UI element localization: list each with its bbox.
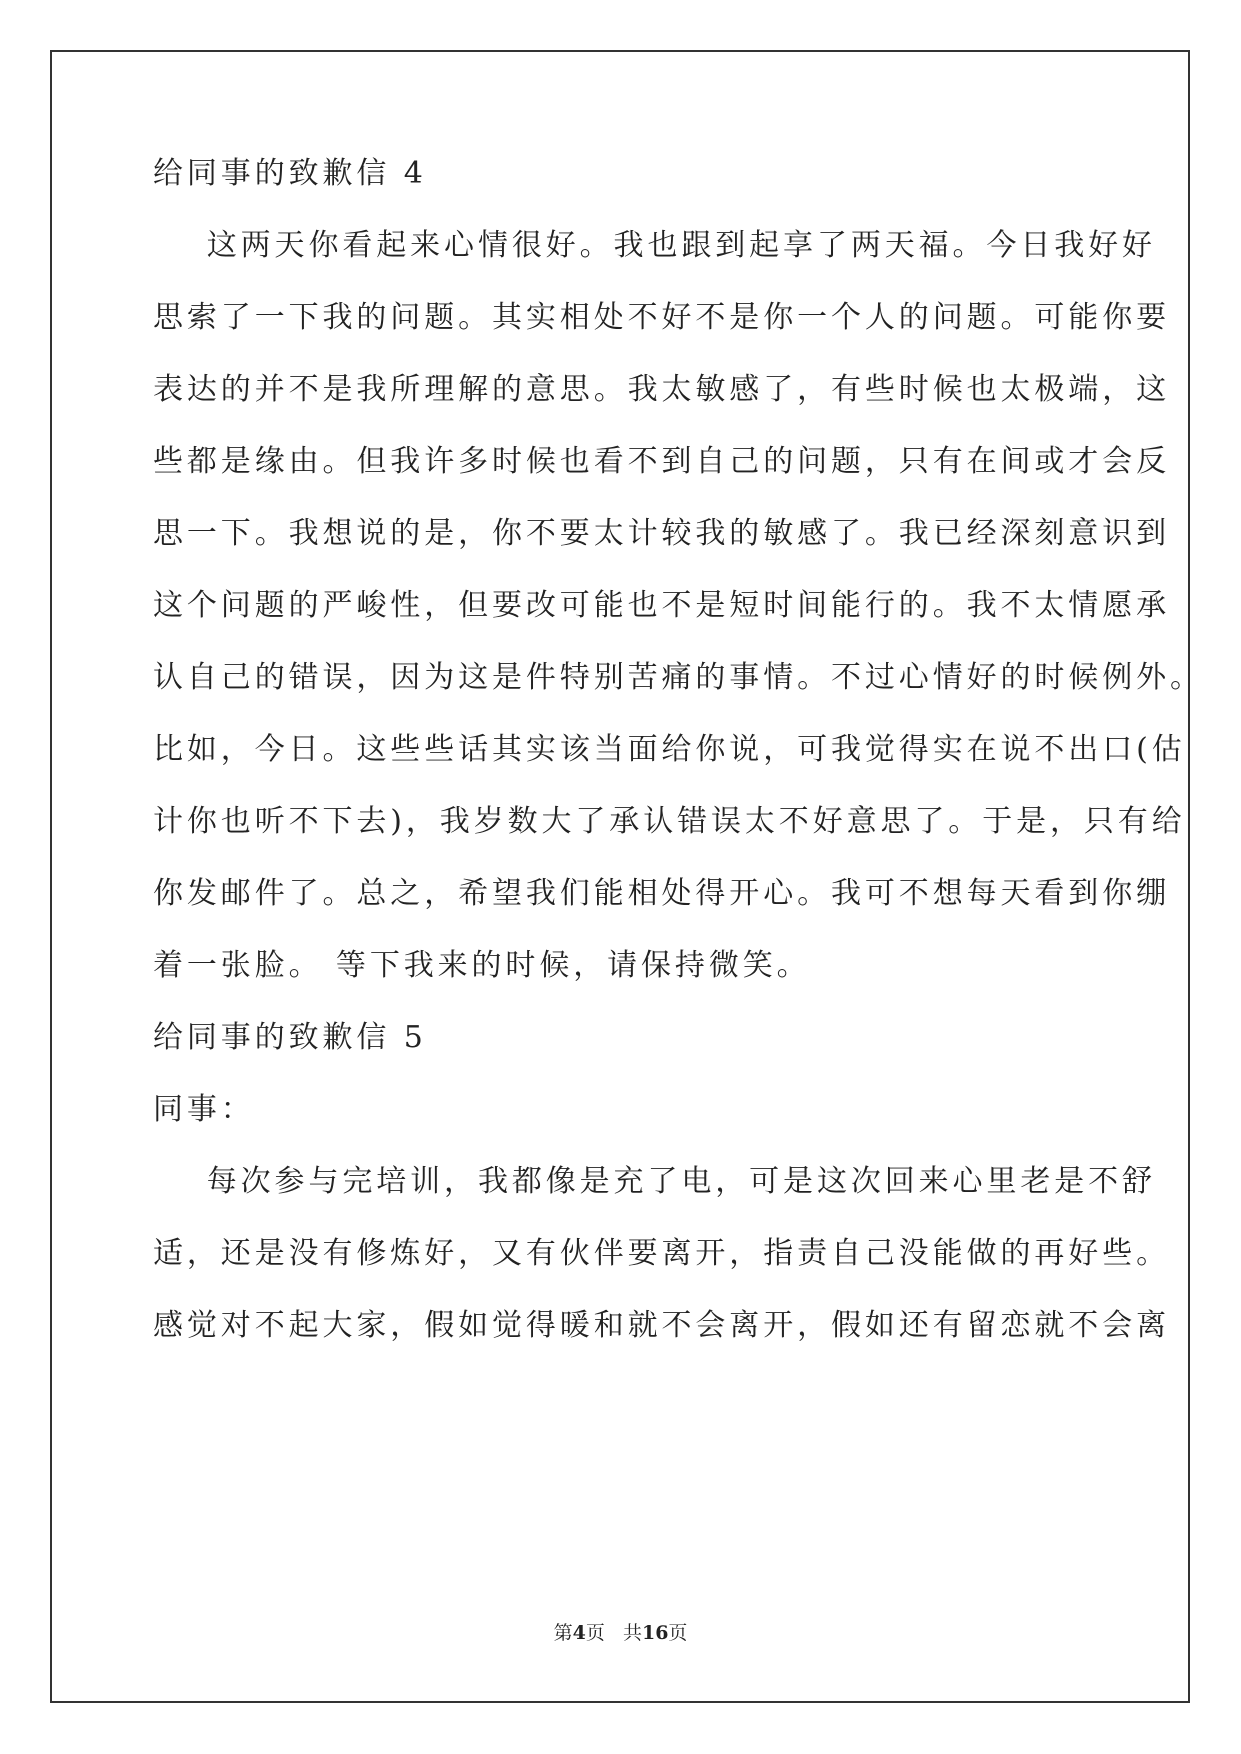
footer-total-prefix: 共	[622, 1622, 642, 1644]
page-number: 4	[572, 1622, 586, 1644]
paragraph-line: 表达的并不是我所理解的意思。我太敏感了，有些时候也太极端，这	[153, 372, 1170, 407]
paragraph-line: 认自己的错误，因为这是件特别苦痛的事情。不过心情好的时候例外。	[153, 660, 1204, 695]
paragraph-line: 思索了一下我的问题。其实相处不好不是你一个人的问题。可能你要	[153, 300, 1170, 335]
paragraph-line: 感觉对不起大家，假如觉得暖和就不会离开，假如还有留恋就不会离	[153, 1308, 1170, 1343]
paragraph-line: 适，还是没有修炼好，又有伙伴要离开，指责自己没能做的再好些。	[153, 1236, 1170, 1271]
paragraph-line: 着一张脸。 等下我来的时候，请保持微笑。	[153, 948, 811, 983]
paragraph-line: 这两天你看起来心情很好。我也跟到起享了两天福。今日我好好	[153, 228, 1156, 263]
paragraph-line: 计你也听不下去)，我岁数大了承认错误太不好意思了。于是，只有给	[153, 804, 1186, 839]
section-heading: 给同事的致歉信 4	[153, 156, 427, 191]
paragraph-line: 你发邮件了。总之，希望我们能相处得开心。我可不想每天看到你绷	[153, 876, 1170, 911]
paragraph-line: 思一下。我想说的是，你不要太计较我的敏感了。我已经深刻意识到	[153, 516, 1170, 551]
paragraph-line: 每次参与完培训，我都像是充了电，可是这次回来心里老是不舒	[153, 1164, 1156, 1199]
footer-total-suffix: 页	[668, 1622, 688, 1644]
paragraph-line: 这个问题的严峻性，但要改可能也不是短时间能行的。我不太情愿承	[153, 588, 1170, 623]
total-pages: 16	[641, 1622, 669, 1644]
footer-page-suffix: 页	[585, 1622, 605, 1644]
paragraph-line: 比如，今日。这些些话其实该当面给你说，可我觉得实在说不出口(估	[153, 732, 1186, 767]
section-heading: 给同事的致歉信 5	[153, 1020, 427, 1055]
footer-prefix: 第	[553, 1622, 573, 1644]
page-footer	[0, 1618, 1241, 1645]
salutation: 同事：	[153, 1092, 255, 1127]
paragraph-line: 些都是缘由。但我许多时候也看不到自己的问题，只有在间或才会反	[153, 444, 1170, 479]
